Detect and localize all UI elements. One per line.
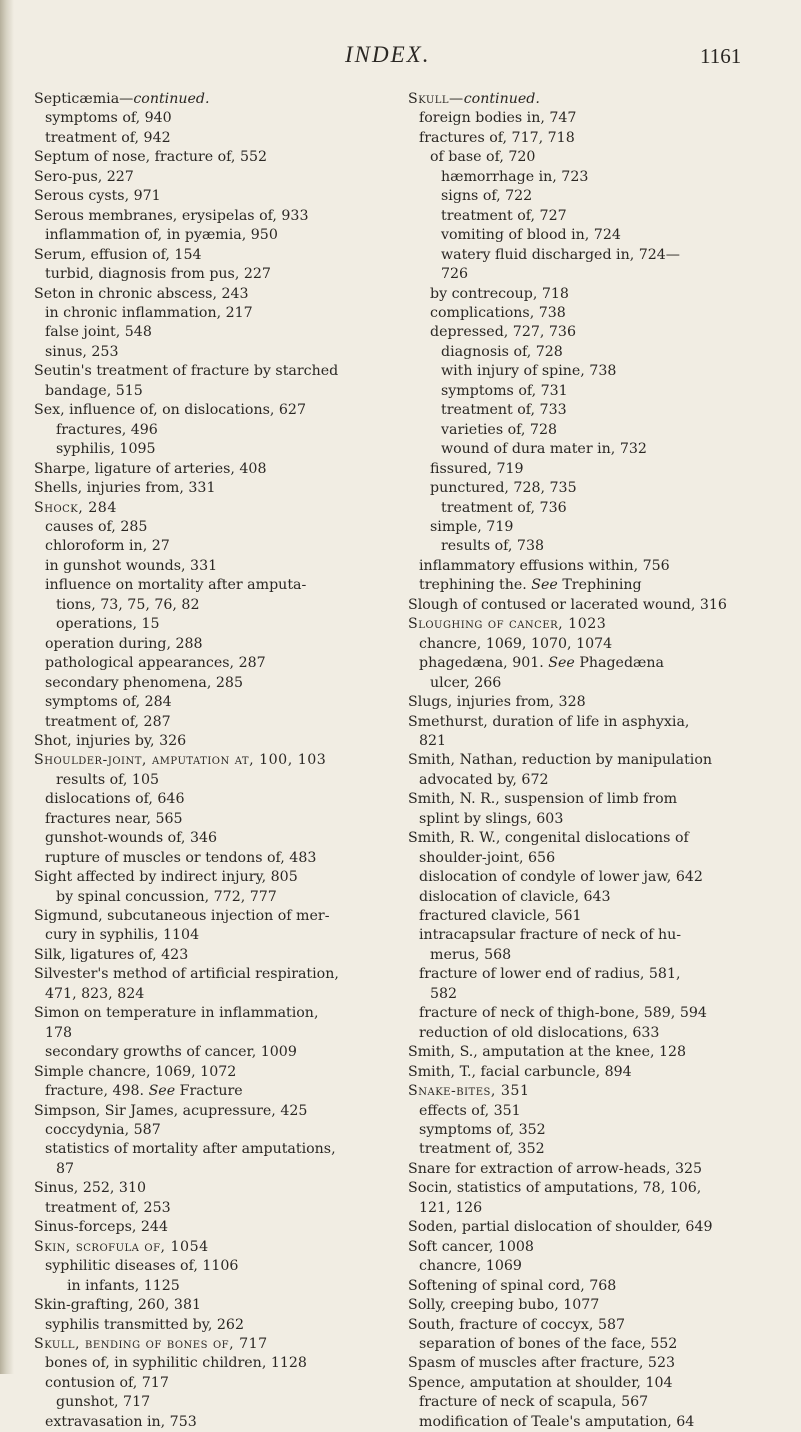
index-subentry: dislocation of condyle of lower jaw, 642 xyxy=(419,869,703,886)
index-entry: Skull, bending of bones of, 717 xyxy=(34,1336,268,1352)
index-entry: Sinus-forceps, 244 xyxy=(34,1219,168,1236)
index-entry: Solly, creeping bubo, 1077 xyxy=(408,1297,600,1314)
index-subentry: operation during, 288 xyxy=(45,635,203,652)
index-entry: Serous cysts, 971 xyxy=(34,188,161,205)
index-subentry: chancre, 1069 xyxy=(419,1258,522,1275)
index-subentry: ulcer, 266 xyxy=(430,674,502,691)
index-subentry: trephining the. See Trephining xyxy=(419,577,642,594)
index-subentry: fractures near, 565 xyxy=(45,810,183,827)
index-subentry: treatment of, 352 xyxy=(419,1141,545,1158)
index-entry: Simpson, Sir James, acupressure, 425 xyxy=(34,1102,308,1119)
index-subentry: fractures of, 717, 718 xyxy=(419,129,575,146)
index-subentry: splint by slings, 603 xyxy=(419,810,564,827)
index-entry: Seton in chronic abscess, 243 xyxy=(34,285,249,302)
index-entry: Sex, influence of, on dislocations, 627 xyxy=(34,402,306,419)
index-subentry: syphilis transmitted by, 262 xyxy=(45,1316,244,1333)
index-entry: Silvester's method of artificial respiration, xyxy=(34,966,339,983)
index-subentry: in infants, 1125 xyxy=(67,1277,180,1294)
index-entry: Seutin's treatment of fracture by starched xyxy=(34,363,339,380)
index-subentry: causes of, 285 xyxy=(45,518,148,535)
index-entry: Sigmund, subcutaneous injection of mer- xyxy=(34,908,330,925)
index-subentry: 821 xyxy=(419,732,447,749)
index-entry: Septum of nose, fracture of, 552 xyxy=(34,149,268,166)
index-subentry: in chronic inflammation, 217 xyxy=(45,304,253,321)
index-subentry: fracture of neck of scapula, 567 xyxy=(419,1394,649,1411)
index-entry: Serous membranes, erysipelas of, 933 xyxy=(34,207,309,224)
index-subentry: rupture of muscles or tendons of, 483 xyxy=(45,849,317,866)
index-subentry: false joint, 548 xyxy=(45,324,152,341)
index-subentry: treatment of, 287 xyxy=(45,713,171,730)
index-subentry: fracture of lower end of radius, 581, xyxy=(419,966,681,983)
index-subentry: pathological appearances, 287 xyxy=(45,655,266,672)
index-subentry: treatment of, 727 xyxy=(441,207,567,224)
index-subentry: treatment of, 253 xyxy=(45,1199,171,1216)
index-subentry: extravasation in, 753 xyxy=(45,1413,197,1430)
page-header xyxy=(0,42,801,82)
index-subentry: foreign bodies in, 747 xyxy=(419,110,577,127)
index-subentry: watery fluid discharged in, 724— xyxy=(441,246,680,263)
index-entry: Snare for extraction of arrow-heads, 325 xyxy=(408,1160,703,1177)
index-entry: Shoulder-joint, amputation at, 100, 103 xyxy=(34,752,327,769)
index-subentry: signs of, 722 xyxy=(441,188,533,205)
index-subentry: results of, 738 xyxy=(441,538,545,555)
index-subentry: fissured, 719 xyxy=(430,460,524,477)
index-entry: Septicæmia—continued. xyxy=(34,91,210,107)
index-entry: Shot, injuries by, 326 xyxy=(34,732,187,749)
index-subentry: varieties of, 728 xyxy=(441,421,558,438)
index-entry: South, fracture of coccyx, 587 xyxy=(408,1316,626,1333)
index-entry: Skin, scrofula of, 1054 xyxy=(34,1238,209,1255)
index-subentry: bandage, 515 xyxy=(45,382,143,399)
index-subentry: 121, 126 xyxy=(419,1199,483,1216)
index-subentry: treatment of, 942 xyxy=(45,129,171,146)
index-entry: Spasm of muscles after fracture, 523 xyxy=(408,1355,675,1372)
index-subentry: effects of, 351 xyxy=(419,1102,521,1119)
index-subentry: fracture, 498. See Fracture xyxy=(45,1083,243,1100)
index-subentry: wound of dura mater in, 732 xyxy=(441,441,647,458)
index-entry: Simple chancre, 1069, 1072 xyxy=(34,1063,237,1080)
index-subentry: gunshot-wounds of, 346 xyxy=(45,830,218,847)
index-subentry: tions, 73, 75, 76, 82 xyxy=(56,596,200,613)
index-entry: Slough of contused or lacerated wound, 316 xyxy=(408,596,727,613)
index-subentry: secondary growths of cancer, 1009 xyxy=(45,1044,297,1061)
index-subentry: 178 xyxy=(45,1024,73,1041)
index-subentry: syphilis, 1095 xyxy=(56,441,156,458)
index-subentry: in gunshot wounds, 331 xyxy=(45,557,218,574)
index-entry: Smith, R. W., congenital dislocations of xyxy=(408,830,689,847)
index-subentry: by contrecoup, 718 xyxy=(430,285,569,302)
index-entry: Softening of spinal cord, 768 xyxy=(408,1277,617,1294)
index-entry: Sight affected by indirect injury, 805 xyxy=(34,869,298,886)
index-subentry: advocated by, 672 xyxy=(419,771,549,788)
index-entry: Socin, statistics of amputations, 78, 106, xyxy=(408,1180,702,1197)
index-subentry: statistics of mortality after amputations, xyxy=(45,1141,336,1158)
index-subentry: fracture of neck of thigh-bone, 589, 594 xyxy=(419,1005,707,1022)
index-subentry: 471, 823, 824 xyxy=(45,985,145,1002)
page-number: 1161 xyxy=(700,44,742,68)
index-subentry: hæmorrhage in, 723 xyxy=(441,168,589,185)
index-subentry: chloroform in, 27 xyxy=(45,538,170,555)
index-entry: Sinus, 252, 310 xyxy=(34,1180,147,1197)
index-entry: Soft cancer, 1008 xyxy=(408,1238,534,1255)
index-entry: Shells, injuries from, 331 xyxy=(34,480,216,497)
index-entry: Sero-pus, 227 xyxy=(34,168,134,185)
index-subentry: coccydynia, 587 xyxy=(45,1122,161,1139)
index-subentry: bones of, in syphilitic children, 1128 xyxy=(45,1355,307,1372)
index-entry: Soden, partial dislocation of shoulder, 649 xyxy=(408,1219,713,1236)
index-subentry: treatment of, 736 xyxy=(441,499,567,516)
index-entry: Silk, ligatures of, 423 xyxy=(34,946,189,963)
index-subentry: fractures, 496 xyxy=(56,421,158,438)
index-entry: Spence, amputation at shoulder, 104 xyxy=(408,1374,673,1391)
index-subentry: of base of, 720 xyxy=(430,149,536,166)
index-subentry: symptoms of, 284 xyxy=(45,694,172,711)
index-entry: Serum, effusion of, 154 xyxy=(34,246,202,263)
index-subentry: fractured clavicle, 561 xyxy=(419,908,582,925)
index-subentry: treatment of, 733 xyxy=(441,402,567,419)
index-subentry: sinus, 253 xyxy=(45,343,119,360)
index-entry: Shock, 284 xyxy=(34,499,117,516)
index-subentry: separation of bones of the face, 552 xyxy=(419,1336,678,1352)
index-subentry: 87 xyxy=(56,1160,75,1177)
index-subentry: with injury of spine, 738 xyxy=(441,363,617,380)
index-subentry: results of, 105 xyxy=(56,771,160,788)
index-column-left xyxy=(34,90,390,1432)
index-subentry: secondary phenomena, 285 xyxy=(45,674,243,691)
index-subentry: symptoms of, 352 xyxy=(419,1122,546,1139)
index-subentry: influence on mortality after amputa- xyxy=(45,577,307,594)
index-subentry: contusion of, 717 xyxy=(45,1374,169,1391)
index-entry: Skin-grafting, 260, 381 xyxy=(34,1297,202,1314)
index-subentry: symptoms of, 940 xyxy=(45,110,172,127)
index-subentry: 582 xyxy=(430,985,458,1002)
index-entry: Sloughing of cancer, 1023 xyxy=(408,616,607,633)
index-subentry: vomiting of blood in, 724 xyxy=(441,227,621,244)
index-entry: Simon on temperature in inflammation, xyxy=(34,1005,319,1022)
index-entry: Smith, Nathan, reduction by manipulation xyxy=(408,752,712,769)
index-entry: Slugs, injuries from, 328 xyxy=(408,694,586,711)
index-subentry: intracapsular fracture of neck of hu- xyxy=(419,927,682,944)
index-entry: Smith, S., amputation at the knee, 128 xyxy=(408,1044,687,1061)
index-entry: Skull—continued. xyxy=(408,91,540,107)
index-subentry: simple, 719 xyxy=(430,518,514,535)
index-subentry: chancre, 1069, 1070, 1074 xyxy=(419,635,613,652)
index-subentry: dislocation of clavicle, 643 xyxy=(419,888,611,905)
index-subentry: syphilitic diseases of, 1106 xyxy=(45,1258,239,1275)
index-subentry: dislocations of, 646 xyxy=(45,791,185,808)
index-subentry: turbid, diagnosis from pus, 227 xyxy=(45,266,271,283)
index-subentry: gunshot, 717 xyxy=(56,1394,151,1411)
index-subentry: operations, 15 xyxy=(56,616,160,633)
index-subentry: cury in syphilis, 1104 xyxy=(45,927,200,944)
index-entry: Smith, T., facial carbuncle, 894 xyxy=(408,1063,632,1080)
index-subentry: 726 xyxy=(441,266,469,283)
index-subentry: inflammatory effusions within, 756 xyxy=(419,557,670,574)
index-subentry: inflammation of, in pyæmia, 950 xyxy=(45,227,278,244)
index-subentry: diagnosis of, 728 xyxy=(441,343,563,360)
index-subentry: phagedæna, 901. See Phagedæna xyxy=(419,655,664,672)
index-entry: Smith, N. R., suspension of limb from xyxy=(408,791,678,808)
index-subentry: modification of Teale's amputation, 64 xyxy=(419,1413,695,1430)
index-entry: Sharpe, ligature of arteries, 408 xyxy=(34,460,267,477)
index-subentry: reduction of old dislocations, 633 xyxy=(419,1024,660,1041)
index-subentry: by spinal concussion, 772, 777 xyxy=(56,888,277,905)
index-subentry: symptoms of, 731 xyxy=(441,382,568,399)
index-subentry: punctured, 728, 735 xyxy=(430,480,577,497)
index-subentry: depressed, 727, 736 xyxy=(430,324,576,341)
index-subentry: shoulder-joint, 656 xyxy=(419,849,556,866)
index-column-right xyxy=(408,90,768,1432)
index-subentry: merus, 568 xyxy=(430,946,512,963)
page-gutter-shadow xyxy=(0,0,14,1374)
index-entry: Snake-bites, 351 xyxy=(408,1083,530,1100)
index-subentry: complications, 738 xyxy=(430,304,566,321)
running-title: INDEX. xyxy=(345,42,431,67)
index-entry: Smethurst, duration of life in asphyxia, xyxy=(408,713,690,730)
